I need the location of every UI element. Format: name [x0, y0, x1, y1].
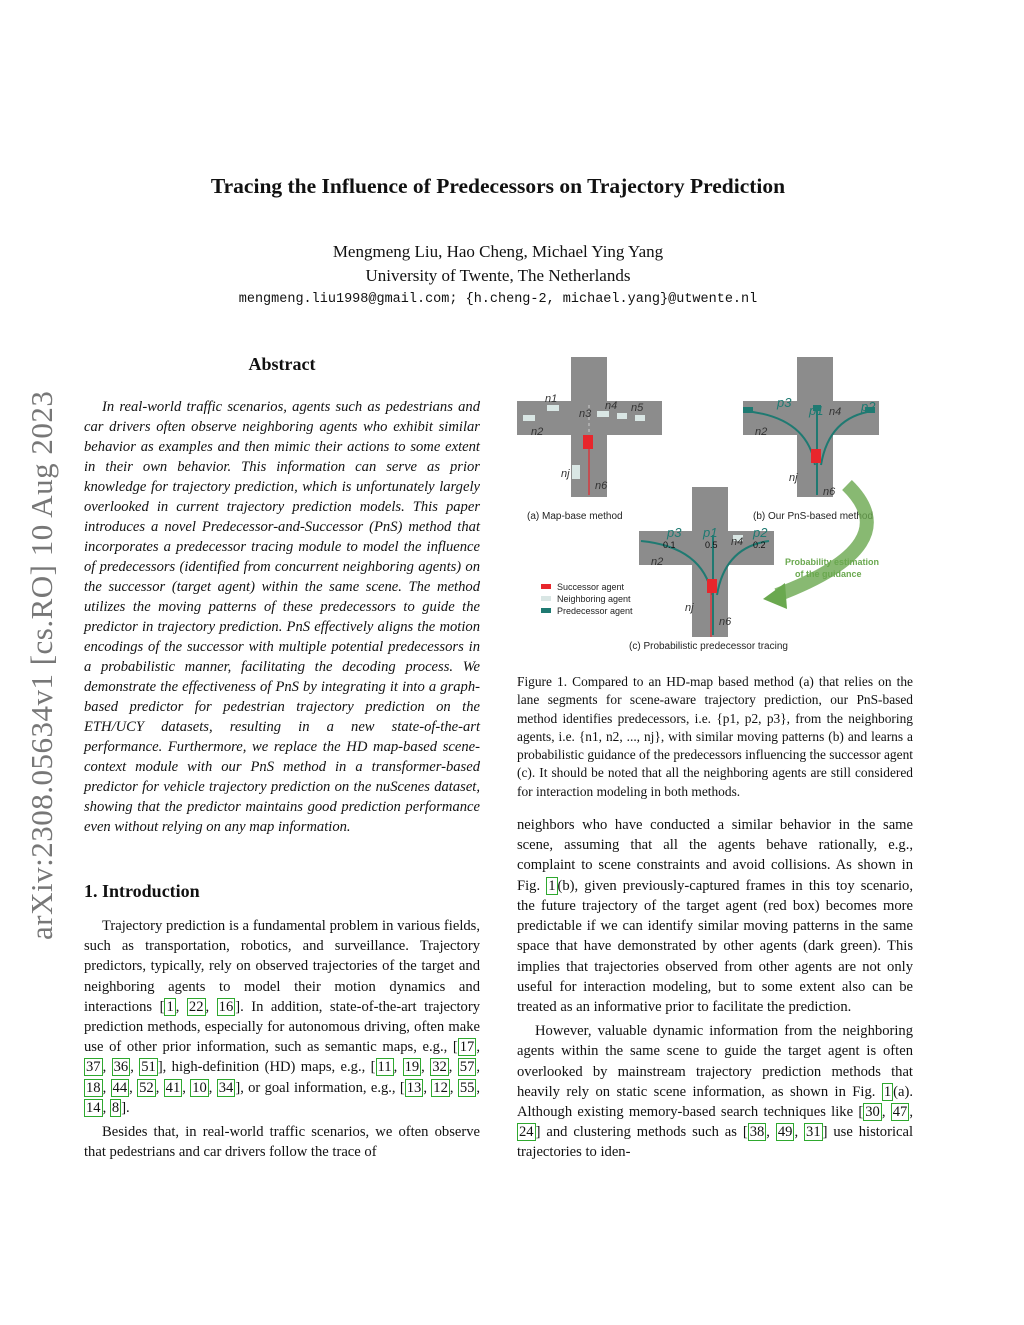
successor-agent	[583, 435, 593, 449]
label-n2: n2	[531, 426, 544, 438]
label-n1: n1	[545, 393, 558, 405]
citation-link[interactable]: 44	[112, 1079, 128, 1096]
text-span: neighbors who have conducted a similar behavior in the same scene, assuming that all the agents behave rationally, e.g., complaint to scene constraints and avoid collisions. As shown in Fig.	[517, 817, 913, 894]
legend-swatch-neighbor	[541, 596, 551, 601]
authors: Mengmeng Liu, Hao Cheng, Michael Ying Yang	[332, 242, 664, 261]
citation-link[interactable]: 55	[459, 1079, 475, 1096]
label-nj: nj	[685, 602, 694, 614]
successor-agent	[811, 449, 821, 463]
citation-link[interactable]: 17	[459, 1039, 475, 1056]
citation-link[interactable]: 1	[166, 998, 174, 1015]
label-p1: p1	[703, 525, 718, 540]
label-nj: nj	[789, 472, 798, 484]
successor-agent	[707, 579, 717, 593]
citation-link[interactable]: 24	[519, 1124, 534, 1141]
citation-link[interactable]: 18	[86, 1079, 101, 1096]
citation-link[interactable]: 52	[139, 1079, 154, 1096]
citation-link[interactable]: 16	[218, 998, 234, 1015]
label-p3: p3	[777, 395, 792, 410]
legend-neighbor: Neighboring agent	[557, 594, 631, 604]
affiliation: University of Twente, The Netherlands	[365, 266, 631, 285]
citation-link[interactable]: 31	[806, 1124, 821, 1141]
citation-link[interactable]: 10	[192, 1079, 207, 1096]
figure-ref-link[interactable]: 1	[883, 1083, 892, 1100]
legend-swatch-successor	[541, 584, 551, 589]
citation-link[interactable]: 41	[165, 1079, 181, 1096]
prob-label-2: of the guidance	[795, 569, 862, 579]
text-span: ], high-definition (HD) maps, e.g., [	[157, 1059, 376, 1076]
neighbor-agent	[547, 405, 559, 411]
label-n4: n4	[829, 406, 842, 418]
neighbor-agent	[635, 415, 645, 421]
citation-link[interactable]: 49	[777, 1124, 793, 1141]
label-n2: n2	[755, 426, 768, 438]
citation-link[interactable]: 8	[111, 1099, 120, 1116]
prob-p3: 0.1	[663, 540, 676, 550]
text-span: However, valuable dynamic information from the neighboring agents within the same scene to guide the target agent is often overlooked by mainstream trajectory prediction methods that heavily rely on static scene information, as shown in Fig.	[517, 1023, 913, 1100]
text-span: Trajectory prediction is a fundamental problem in various fields, such as transportation, robotics, and surveillance. Trajectory predictors, typically, rely on observed trajectories of the target and neighboring agents to model their motion dynamics and interactions [	[84, 918, 480, 1015]
text-span: ].	[121, 1099, 130, 1116]
left-column	[84, 354, 480, 1166]
label-p2: p2	[753, 525, 768, 540]
right-column	[517, 355, 913, 1167]
legend	[541, 582, 633, 616]
citation-link[interactable]: 11	[377, 1059, 392, 1076]
abstract-heading: Abstract	[248, 354, 316, 374]
label-panel-a: (a) Map-base method	[527, 511, 623, 522]
label-p2: p2	[861, 399, 876, 414]
prob-label-1: Probability estimation	[785, 557, 880, 567]
legend-predecessor: Predecessor agent	[557, 606, 633, 616]
citation-link[interactable]: 36	[113, 1059, 129, 1076]
arrowhead	[763, 583, 787, 609]
citation-link[interactable]: 37	[86, 1059, 101, 1076]
legend-swatch-predecessor	[541, 608, 551, 613]
citation-link[interactable]: 19	[404, 1059, 420, 1076]
citation-link[interactable]: 30	[865, 1103, 880, 1120]
text-span: ], or goal information, e.g., [	[235, 1079, 405, 1096]
legend-successor: Successor agent	[557, 582, 625, 592]
citation-link[interactable]: 32	[432, 1059, 447, 1076]
right-paragraph-1	[517, 815, 913, 1017]
label-n4: n4	[605, 400, 618, 412]
text-span: (a). Although existing memory-based search techniques like [	[517, 1083, 913, 1120]
label-p3: p3	[667, 525, 682, 540]
label-n3: n3	[579, 408, 592, 420]
citation-link[interactable]: 57	[459, 1059, 475, 1076]
introduction-heading: 1. Introduction	[84, 881, 200, 901]
intro-paragraph-2: Besides that, in real-world traffic scenarios, we often observe that pedestrians and car drivers follow the trace of	[84, 1124, 480, 1161]
predecessor-agent	[743, 407, 753, 413]
citation-link[interactable]: 47	[892, 1103, 908, 1120]
arxiv-stamp: arXiv:2308.05634v1 [cs.RO] 10 Aug 2023	[24, 390, 59, 940]
panel-a	[517, 357, 662, 522]
neighbor-agent	[572, 465, 580, 479]
label-n4: n4	[731, 536, 744, 548]
prob-p2: 0.2	[753, 540, 766, 550]
citation-link[interactable]: 38	[749, 1124, 765, 1141]
figure-1	[517, 355, 913, 667]
figure-caption: Figure 1. Compared to an HD-map based method (a) that relies on the lane segments for scene-aware trajectory prediction, our PnS-based method identifies predecessors, i.e. {p1, p2, p3}, from the neighboring agents, i.e. {n1, n2, ..., nj}, with similar moving patterns (b) and learns a probabilistic guidance of the predecessors influencing the successor agent (c). It should be noted that all the neighboring agents are still considered for interaction modeling in both methods.	[517, 674, 913, 799]
text-span: (b), given previously-captured frames in this toy scenario, the future trajectory of the target agent (red box) becomes more predictable if we can identify similar moving patterns in the same space that have demonstrated by other agents (dark green). This implies that trajectories observed from other agents are not only useful for interaction modeling, but to some extent also can be treated as an informative prior to facilitate the prediction.	[517, 877, 913, 1015]
label-n6: n6	[719, 616, 732, 628]
citation-link[interactable]: 14	[86, 1099, 101, 1116]
label-n6: n6	[823, 486, 836, 498]
neighbor-agent	[523, 415, 535, 421]
text-span: ] use historical trajectories to iden-	[517, 1124, 914, 1161]
figure-ref-link[interactable]: 1	[548, 877, 556, 894]
abstract-text: In real-world traffic scenarios, agents such as pedestrians and car drivers often observe neighboring agents who exhibit similar behavior as examples and then mimic their actions to some extent in their own behavior. This information can serve as prior knowledge for trajectory prediction, which is unfortunately largely overlooked in current trajectory prediction models. This paper introduces a novel Predecessor-and-Successor (PnS) method that incorporates a predecessor tracing module to model the influence of predecessors (identified from concurrent neighboring agents) on the successor (target agent) within the same scene. The method utilizes the moving patterns of these predecessors to guide the predictor in trajectory prediction. PnS effectively aligns the motion encodings of the successor with multiple potential predecessors in a probabilistic manner, facilitating the decoding process. We demonstrate the effectiveness of PnS by integrating it into a graph-based predictor for pedestrian trajectory prediction on the ETH/UCY datasets, resulting in a new state-of-the-art performance. Furthermore, we replace the HD map-based scene-context module with our PnS method in a transformer-based predictor for vehicle trajectory prediction on the nuScenes dataset, showing that the predictor maintains good prediction performance even without relying on any map information.	[84, 399, 480, 835]
figure-1-diagram	[517, 355, 913, 667]
neighbor-agent	[617, 413, 627, 419]
emails: mengmeng.liu1998@gmail.com; {h.cheng-2, michael.yang}@utwente.nl	[238, 292, 758, 307]
right-paragraph-2: However, valuable dynamic information from the neighboring agents within the same scene to guide the target agent is often overlooked by mainstream trajectory prediction methods that heavily rely on static scene information, as shown in Fig. 1 (a). Although existing memory-based search techniques like [ 30 , 47 , 24 ] and clustering methods such as [ 38 , 49 , 31 ] use historical trajectories to iden-	[517, 1023, 914, 1161]
panel-c	[639, 487, 774, 637]
intro-paragraph-1: Trajectory prediction is a fundamental problem in various fields, such as transportation, robotics, and surveillance. Trajectory predictors, typically, rely on observed trajectories of the target and neighboring agents to model their motion dynamics and interactions [ 1 , 22 , 16 ]. In addition, state-of-the-art trajectory prediction methods, especially for autonomous driving, often make use of other prior information, such as semantic maps, e.g., [ 17 , 37 , 36 , 51 ], high-definition (HD) maps, e.g., [ 11 , 19 , 32 , 57 , 18 , 44 , 52 , 41 , 10 , 34 ], or goal information, e.g., [ 13 , 12 , 55 , 14 , 8 ].	[84, 918, 481, 1116]
citation-link[interactable]: 13	[406, 1079, 422, 1096]
author-block	[0, 240, 996, 288]
label-n2: n2	[651, 556, 664, 568]
paper-title: Tracing the Influence of Predecessors on Trajectory Prediction	[210, 174, 786, 198]
prob-p1: 0.5	[705, 540, 718, 550]
label-n5: n5	[631, 402, 644, 414]
citation-link[interactable]: 22	[188, 998, 204, 1015]
citation-link[interactable]: 12	[433, 1079, 448, 1096]
citation-link[interactable]: 51	[141, 1059, 156, 1076]
label-p1: p1	[809, 403, 824, 418]
label-panel-b: (b) Our PnS-based method	[753, 511, 874, 522]
text-span: ] and clustering methods such as [	[535, 1124, 748, 1141]
label-panel-c: (c) Probabilistic predecessor tracing	[629, 641, 788, 652]
label-nj: nj	[561, 468, 570, 480]
label-n6: n6	[595, 480, 608, 492]
citation-link[interactable]: 34	[218, 1079, 234, 1096]
text-span: ]. In addition, state-of-the-art trajectory prediction methods, especially for autonomous driving, often make use of other prior information, such as semantic maps, e.g., [	[84, 998, 481, 1056]
